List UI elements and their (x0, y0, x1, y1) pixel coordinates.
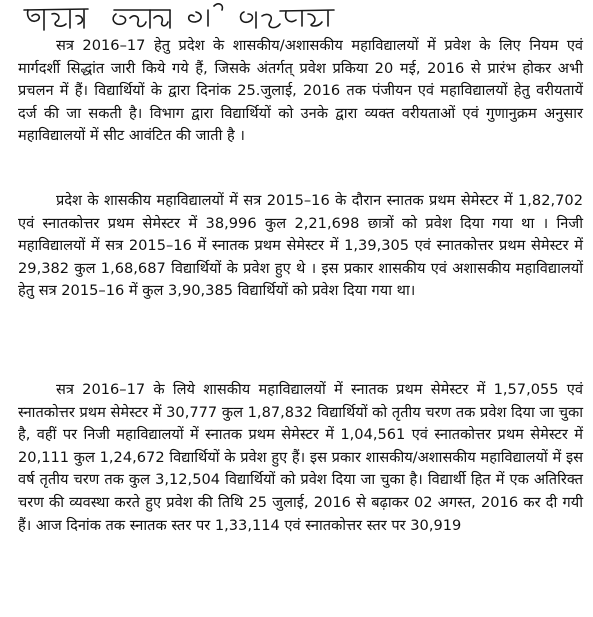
handwritten-heading-drawing (18, 2, 338, 36)
handwritten-heading (18, 2, 338, 36)
paragraph-admission-rules: सत्र 2016–17 हेतु प्रदेश के शासकीय/अशासकीय महाविद्यालयों में प्रवेश के लिए नियम एवं मार्गदर्शी सिद्धांत जारी किये गये हैं, जिसके अंतर्गत् प्रवेश प्रकिया 20 मई, 2016 से प्रारंभ होकर अभी प्रचलन में हैं। विद्यार्थियों के द्वारा दिनांक 25.जुलाई, 2016 तक पंजीयन एवं महाविद्यालयों हेतु वरीयतायें दर्ज की जा सकती है। विभाग द्वारा विद्यार्थियों को उनके द्वारा व्यक्त वरीयताओं एवं गुणानुक्रम अनुसार महाविद्यालयों में सीट आवंटित की जाती है । (18, 37, 583, 145)
paragraph-session-2016-17: सत्र 2016–17 के लिये शासकीय महाविद्यालयों में स्नातक प्रथम सेमेस्टर में 1,57,055 एवं स्नातकोत्तर प्रथम सेमेस्टर में 30,777 कुल 1,87,832 विद्यार्थियों को तृतीय चरण तक प्रवेश दिया जा चुका है, वहीं पर निजी महाविद्यालयों में स्नातक प्रथम सेमेस्टर में 1,04,561 एवं स्नातकोत्तर प्रथम सेमेस्टर में 20,111 कुल 1,24,672 विद्यार्थियों के प्रवेश हुए हैं। इस प्रकार शासकीय/अशासकीय महाविद्यालयों में इस वर्ष तृतीय चरण तक कुल 3,12,504 विद्यार्थियों को प्रवेश दिया जा चुका है। विद्यार्थी हित में एक अतिरिक्त चरण की व्यवस्था करते हुए प्रवेश की तिथि 25 जुलाई, 2016 से बढ़ाकर 02 अगस्त, 2016 कर दी गयी हैं। आज दिनांक तक स्नातक स्तर पर 1,33,114 एवं स्नातकोत्तर स्तर पर 30,919 (18, 381, 583, 534)
paragraph-session-2015-16: प्रदेश के शासकीय महाविद्यालयों में सत्र 2015–16 के दौरान स्नातक प्रथम सेमेस्टर में 1,82,702 एवं स्नातकोत्तर प्रथम सेमेस्टर में 38,996 कुल 2,21,698 छात्रों को प्रवेश दिया गया था । निजी महाविद्यालयों में सत्र 2015–16 में स्नातक प्रथम सेमेस्टर में 1,39,305 एवं स्नातकोत्तर प्रथम सेमेस्टर में 29,382 कुल 1,68,687 विद्यार्थियों के प्रवेश हुए थे । इस प्रकार शासकीय एवं अशासकीय महाविद्यालयों हेतु सत्र 2015–16 में कुल 3,90,385 विद्यार्थियों को प्रवेश दिया गया था। (18, 192, 583, 300)
